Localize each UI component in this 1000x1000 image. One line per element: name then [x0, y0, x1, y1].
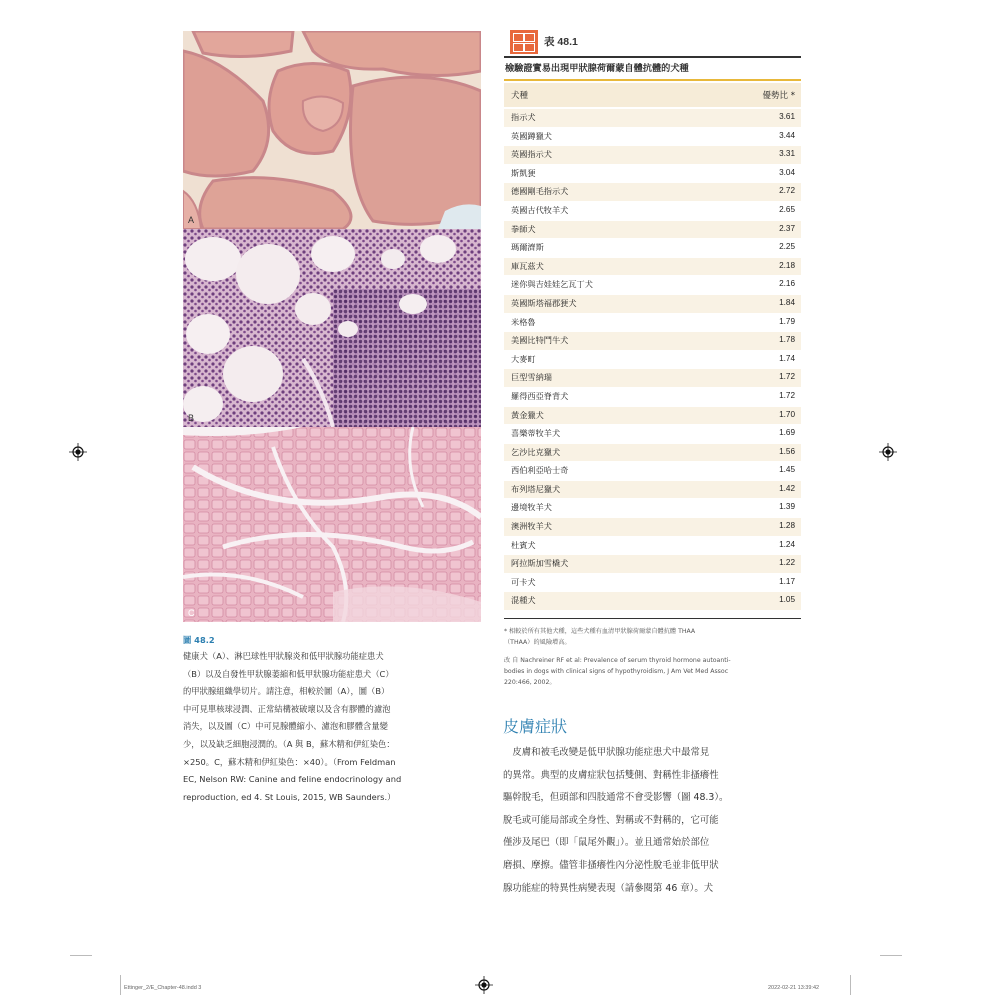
ratio-cell: 1.72 — [779, 372, 795, 382]
caption-line: 中可見單核球浸潤、正常結構被破壞以及含有膠體的濾泡 — [183, 703, 391, 714]
paragraph-line: 驅幹脫毛，但頭部和四肢通常不會受影響（圖 48.3）。 — [503, 792, 729, 804]
panel-c-letter: C — [188, 608, 195, 618]
ratio-cell: 1.24 — [779, 539, 795, 549]
breed-cell: 米格魯 — [511, 316, 536, 327]
table-bottom-rule — [504, 618, 801, 619]
table-row — [504, 314, 801, 333]
breed-cell: 澳洲牧羊犬 — [511, 521, 552, 532]
slug-timestamp: 2022-02-21 13:39:42 — [768, 985, 820, 991]
crop-mark — [120, 975, 121, 995]
table-title: 檢驗證實易出現甲狀腺荷爾蒙自體抗體的犬種 — [505, 63, 689, 74]
panel-a-letter: A — [188, 215, 195, 225]
table-row — [504, 295, 801, 314]
panel-b-image — [183, 229, 481, 427]
crop-mark — [70, 955, 92, 956]
figure-caption — [183, 633, 483, 806]
ratio-cell: 1.78 — [779, 335, 795, 345]
breed-cell: 英國斯塔福郡㹴犬 — [511, 297, 577, 308]
registration-mark-icon — [879, 443, 897, 461]
breed-cell: 德國剛毛指示犬 — [511, 186, 569, 197]
ratio-cell: 1.28 — [779, 521, 795, 531]
table-row — [504, 128, 801, 147]
caption-line: 消失，以及圖（C）中可見腺體縮小、濾泡和膠體含量變 — [183, 721, 388, 732]
crop-mark — [850, 975, 851, 995]
micrograph-panel-b — [183, 229, 481, 427]
breed-cell: 英國古代牧羊犬 — [511, 204, 569, 215]
footnote-line: （THAA）的風險增高。 — [504, 639, 571, 646]
breed-cell: 可卡犬 — [511, 576, 536, 587]
ratio-cell: 2.65 — [779, 204, 795, 214]
ratio-cell: 1.56 — [779, 446, 795, 456]
ratio-cell: 2.18 — [779, 260, 795, 270]
breed-cell: 拳師犬 — [511, 223, 536, 234]
table-icon — [510, 30, 538, 54]
table-row — [504, 481, 801, 500]
table-row — [504, 258, 801, 277]
table-row — [504, 555, 801, 574]
paragraph-line: 皮膚和被毛改變是低甲狀腺功能症患犬中最常見 — [503, 747, 710, 758]
table-row — [504, 351, 801, 370]
breed-cell: 杜賓犬 — [511, 539, 536, 550]
slug-filename: Ettinger_2/E_Chapter-48.indd 3 — [124, 985, 202, 991]
table-row — [504, 183, 801, 202]
paragraph-line: 磨損、摩擦。儘管非搔癢性內分泌性脫毛並非低甲狀 — [503, 859, 719, 871]
table-number: 表 48.1 — [544, 36, 578, 48]
body-paragraph — [503, 742, 803, 900]
ratio-cell: 3.44 — [779, 130, 795, 140]
panel-a-image — [183, 31, 481, 229]
ratio-cell: 1.17 — [779, 576, 795, 586]
breed-cell: 斯凱㹴 — [511, 167, 536, 178]
paragraph-line: 僅涉及尾巴（即「鼠尾外觀」）。並且通常始於部位 — [503, 837, 710, 849]
footnote-line: 220:466, 2002。 — [504, 679, 556, 686]
caption-line: ×250。C，蘇木精和伊紅染色：×40）。（From Feldman — [183, 756, 396, 767]
ratio-cell: 1.05 — [779, 595, 795, 605]
table-row — [504, 592, 801, 611]
table-row — [504, 518, 801, 537]
table-row — [504, 407, 801, 426]
caption-line: 少，以及缺乏細胞浸潤的。（A 與 B，蘇木精和伊紅染色： — [183, 738, 395, 749]
breed-cell: 喜樂蒂牧羊犬 — [511, 428, 561, 439]
registration-mark-icon — [69, 443, 87, 461]
ratio-cell: 1.84 — [779, 297, 795, 307]
table-row — [504, 202, 801, 221]
breed-cell: 布列塔尼獵犬 — [511, 483, 561, 494]
breed-cell: 庫瓦茲犬 — [511, 260, 544, 271]
ratio-cell: 3.61 — [779, 112, 795, 121]
breed-cell: 英國蹲獵犬 — [511, 130, 552, 141]
ratio-cell: 3.31 — [779, 149, 795, 159]
table-row — [504, 444, 801, 463]
ratio-cell: 1.69 — [779, 428, 795, 438]
table-footnote — [504, 626, 801, 648]
table-row — [504, 109, 801, 128]
paragraph-line: 腺功能症的特異性病變表現（請參閱第 46 章）。犬 — [503, 882, 714, 894]
breed-cell: 巨型雪納瑞 — [511, 372, 552, 383]
ratio-cell: 2.25 — [779, 242, 795, 252]
table-source-note — [504, 655, 801, 688]
paragraph-line: 的異常。典型的皮膚症狀包括雙側、對稱性非搔癢性 — [503, 769, 719, 781]
breed-cell: 指示犬 — [511, 112, 536, 122]
table-row — [504, 276, 801, 295]
table-row — [504, 165, 801, 184]
panel-b-letter: B — [188, 413, 195, 423]
column-header-breed: 犬種 — [511, 91, 529, 101]
caption-line: （B）以及自發性甲狀腺萎縮和低甲狀腺功能症患犬（C） — [183, 668, 394, 679]
column-header-ratio: 優勢比 * — [762, 91, 795, 101]
panel-c-image — [183, 427, 481, 622]
breed-cell: 阿拉斯加雪橇犬 — [511, 558, 569, 569]
section-heading: 皮膚症狀 — [503, 717, 568, 736]
breed-cell: 英國指示犬 — [511, 149, 552, 160]
ratio-cell: 1.74 — [779, 353, 795, 363]
ratio-cell: 1.79 — [779, 316, 795, 326]
table-row — [504, 499, 801, 518]
table-row — [504, 221, 801, 240]
ratio-cell: 2.37 — [779, 223, 795, 233]
breed-cell: 瑪爾濟斯 — [511, 242, 544, 253]
figure-label: 圖 48.2 — [183, 635, 215, 645]
micrograph-panel-a — [183, 31, 481, 229]
micrograph-panel-c — [183, 427, 481, 622]
breed-cell: 西伯利亞哈士奇 — [511, 465, 569, 476]
table-body — [504, 109, 801, 611]
ratio-cell: 3.04 — [779, 167, 795, 177]
breed-cell: 乞沙比克獵犬 — [511, 446, 561, 457]
caption-line: 健康犬（A）、淋巴球性甲狀腺炎和低甲狀腺功能症患犬 — [183, 651, 384, 661]
paragraph-line: 脫毛或可能局部或全身性、對稱或不對稱的，它可能 — [503, 814, 719, 826]
crop-mark — [880, 955, 902, 956]
footnote-line: 改 自 Nachreiner RF et al: Prevalence of serum thyroid hormone autoanti- — [504, 657, 731, 664]
registration-mark-icon — [475, 976, 493, 994]
breed-cell: 大麥町 — [511, 353, 536, 364]
breed-cell: 混種犬 — [511, 595, 536, 606]
caption-line: 的甲狀腺組織學切片。請注意，相較於圖（A），圖（B） — [183, 686, 390, 697]
table-row — [504, 388, 801, 407]
ratio-cell: 1.39 — [779, 502, 795, 512]
ratio-cell: 2.72 — [779, 186, 795, 196]
table-row — [504, 462, 801, 481]
table-row — [504, 537, 801, 556]
table-row — [504, 332, 801, 351]
ratio-cell: 2.16 — [779, 279, 795, 289]
caption-line: EC, Nelson RW: Canine and feline endocrinology and — [183, 774, 402, 785]
footnote-line: * 相較於所有其他犬種，這些犬種有血清甲狀腺荷爾蒙自體抗體 THAA — [504, 628, 696, 635]
caption-line: reproduction, ed 4. St Louis, 2015, WB Saunders.） — [183, 791, 396, 802]
table-row — [504, 574, 801, 593]
table-row — [504, 146, 801, 165]
breed-cell: 羅得西亞脊背犬 — [511, 390, 569, 401]
table-row — [504, 239, 801, 258]
table-accent-rule — [504, 79, 801, 81]
ratio-cell: 1.45 — [779, 465, 795, 475]
table-row — [504, 425, 801, 444]
breed-cell: 美國比特鬥牛犬 — [511, 335, 569, 346]
footnote-line: bodies in dogs with clinical signs of hypothyroidism, J Am Vet Med Assoc — [504, 668, 729, 675]
ratio-cell: 1.22 — [779, 558, 795, 568]
breed-cell: 迷你與吉娃娃乞瓦丁犬 — [511, 279, 593, 290]
ratio-cell: 1.72 — [779, 390, 795, 400]
table-row — [504, 369, 801, 388]
ratio-cell: 1.70 — [779, 409, 795, 419]
ratio-cell: 1.42 — [779, 483, 795, 493]
breed-cell: 黃金獵犬 — [511, 409, 544, 420]
breed-cell: 邊境牧羊犬 — [511, 502, 552, 513]
table-header-row — [504, 83, 801, 107]
table-top-rule — [504, 56, 801, 58]
